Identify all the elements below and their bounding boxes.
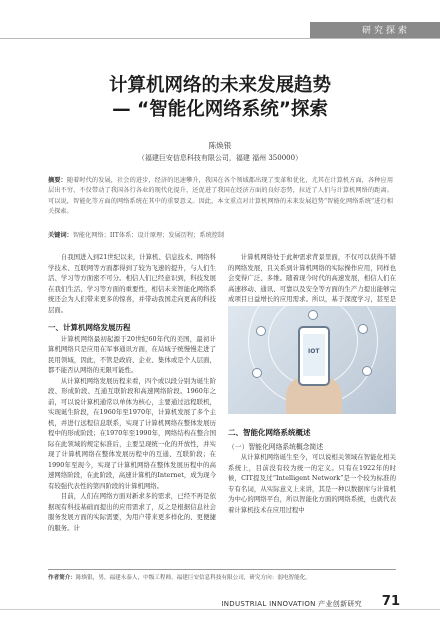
title-line-2: — “智能化网络系统”探索 [112, 99, 328, 120]
footnote-label: 作者简介： [48, 575, 76, 581]
journal-name: INDUSTRIAL INNOVATION 产业创新研究 [221, 600, 362, 608]
section-2-subheading: （一）智能化网络系统概念简述 [228, 442, 324, 451]
section-1-paragraph-1: 计算机网络最初起源于20世纪60年代的美国，最初计算机网络只是应用在军事通讯方面，在局域子统慢慢走进了民用领域，因此，不管是政府、企业、集体或是个人层面，都不能否认网络的无限可能性。 [48, 334, 216, 374]
network-node-icon [358, 324, 368, 334]
section-1-heading: 一、计算机网络发展历程 [48, 323, 131, 332]
right-column-bottom [228, 420, 396, 515]
page-number: 71 [381, 594, 400, 609]
author-name: 陈焕银 [208, 141, 232, 150]
network-node-icon [308, 310, 318, 320]
iot-badge: IOT [308, 348, 320, 355]
footer-divider [0, 609, 440, 610]
abstract-text: 随着时代的发展，社会的进步，经济的迅速攀升，我国在各个领域都出现了变革和优化，尤其在计算机方面，各种应用层出不穷，不仅带动了我国各行各业的现代化提升，还促进了我国在经济方面的良好态势，拉近了人们与计算机网络的距离。可以说，智能化等方面的网络系统在其中的重要意义。因此，本文重点对计算机网络的未来发展趋势“智能化网络系统”进行相关探索。 [48, 177, 394, 216]
section-label: 研究探索 [361, 26, 410, 36]
keywords-label: 关键词： [48, 232, 73, 239]
keywords-text: 智能化网络；IIT体系；设计原理；发展历程；系统控制 [72, 232, 225, 239]
footnote-text: 陈焕银，男，福建永泰人，中级工程师，福建巨安信息科技有限公司，研究方向：弱电智能化。 [75, 575, 311, 581]
abstract [48, 176, 393, 218]
article-title [0, 74, 440, 122]
author-footnote [48, 574, 396, 582]
left-column [48, 252, 216, 533]
smartphone-icon [298, 326, 330, 386]
intro-paragraph: 自我国进入到21世纪以来，计算机、信息技术、网络科学技术、互联网等方面都得到了较为飞速的提升，与人们生活、学习等方面密不可分。相信人们已经意识到，科技发展在我们生活、学习等方面的重要性，相信未来智能化网络系统还会为人们带来更多的惊喜，并带动我国走向更高的科技层面。 [48, 253, 216, 314]
header-section-band [310, 22, 440, 38]
network-node-icon [362, 366, 372, 376]
title-line-1: 计算机网络的未来发展趋势 [108, 75, 331, 96]
abstract-label: 摘要： [48, 177, 67, 184]
network-node-icon [252, 368, 262, 378]
page-footer [0, 594, 440, 614]
section-1-paragraph-2: 从计算机网络发展历程来看，四个或以段分别为诞生阶段、形成阶段、互通互联阶段和高速网络阶段。1960年之前，可以说计算机通常以单体为核心，主要通过远程联机，实现诞生阶段，在1960年至1970年，计算机发展了多个主机，并进行远程信息联系，实现了计算机网络在整体发展历程中的形成阶段；在1970年至1990年，网络结构在整合国际在此领域的规定标准后，主要呈现统一化的开放性，并实现了计算机网络在整体发展历程中的互通、互联阶段；在1990年至现今，实现了计算机网络在整体发展历程中的高速网络阶段，在此阶段，高速计算机的Internet，成为现今有较强代表性的第四阶段的计算机网络。 [48, 376, 216, 490]
keywords [48, 230, 393, 239]
phone-screen [303, 334, 325, 376]
header-divider [0, 38, 440, 39]
author-affiliation: （福建巨安信息科技有限公司，福建 福州 350000） [137, 154, 303, 162]
right-paragraph-1: 计算机网络处于此种需求背景里面，不仅可以获得不错的网络发展，且关系到计算机网络的实际操作应用，同样也会变得广泛、多维。随着现今时代的高速发展，相信人们在高速移动、通讯、可靠以及安全等方面的生产力提出能够完成项目日益增长的应用需求。所以，基于深度学习，甚至是 [228, 253, 396, 303]
section-2-paragraph-1: 从计算机网络诞生至今，可以说相关领域在智能化相关系统上，目前没有较为统一的定义。只有在1922年的时候，CIT提及过“Intelligent Network”是一个较为标准的专有名词，从实际意义上来讲，其是一种以数据库与计算机为中心的网络平台，所以智能化方面的网络系统，也就代表着计算机技术在应用过程中 [228, 453, 396, 514]
section-1-paragraph-3: 目前，人们在网络方面对新求多的需求，已经不再是依据现有科技基础而提出的应用需求了，反之是根据信息社会服务发展方面的实际需要，为用户带来更多样化的、更便捷的服务。计 [48, 492, 216, 532]
iot-illustration [228, 306, 396, 414]
section-2-heading: 二、智能化网络系统概述 [228, 428, 311, 437]
network-node-icon [256, 326, 266, 336]
footnote-divider [48, 569, 396, 570]
